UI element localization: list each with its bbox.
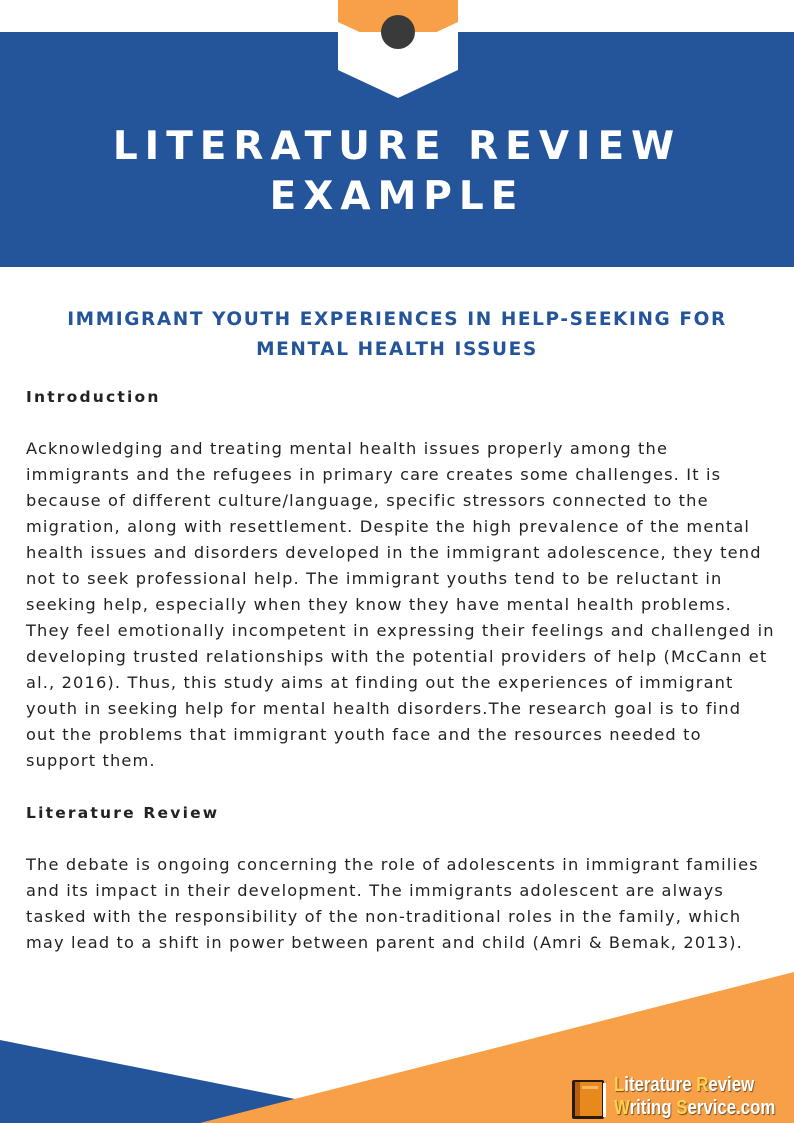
tab-dark-circle — [381, 15, 415, 49]
page-title-line-2: EXAMPLE — [269, 174, 525, 219]
footer-logo — [570, 1073, 792, 1121]
logo-initial-l: L — [614, 1073, 625, 1096]
section-heading-introduction: Introduction — [26, 388, 161, 406]
logo-initial-s: S — [676, 1096, 688, 1119]
logo-word-riting: riting — [629, 1096, 677, 1119]
logo-word-eview: eview — [708, 1073, 755, 1096]
document-subtitle: IMMIGRANT YOUTH EXPERIENCES IN HELP-SEEKING FOR MENTAL HEALTH ISSUES — [67, 309, 727, 360]
page-title-line-1: LITERATURE REVIEW — [112, 124, 682, 169]
book-icon — [570, 1077, 608, 1121]
section-body-literature-review: The debate is ongoing concerning the role of adolescents in immigrant families and its impact in their development. The immigrants adolescent are always tasked with the responsibility of the non-traditional roles in the family, which may lead to a shift in power between parent and child (Amri & Bemak, 2013). — [26, 855, 759, 952]
section-heading-literature-review: Literature Review — [26, 804, 220, 822]
section-body-introduction: Acknowledging and treating mental health issues properly among the immigrants and the refugees in primary care creates some challenges. It is because of different culture/language, specific stressors connected to the migration, along with resettlement. Despite the high prevalence of the mental health issues and disorders developed in the immigrant adolescence, they tend not to seek professional help. The immigrant youths tend to be reluctant in seeking help, especially when they know they have mental health problems. They feel emotionally incompetent in expressing their feelings and challenged in developing trusted relationships with the potential providers of help (McCann et al., 2016). Thus, this study aims at finding out the experiences of immigrant youth in seeking help for mental health disorders.The research goal is to find out the problems that immigrant youth face and the resources needed to support them. — [26, 439, 775, 770]
logo-line-2 — [614, 1096, 775, 1119]
logo-initial-w: W — [614, 1096, 630, 1119]
document-body — [26, 384, 776, 982]
logo-line-1 — [614, 1073, 775, 1096]
logo-word-ervice: ervice.com — [687, 1096, 776, 1119]
chevron-tab-icon — [0, 0, 794, 100]
logo-text — [614, 1073, 775, 1119]
logo-initial-r: R — [696, 1073, 709, 1096]
logo-word-iterature: iterature — [624, 1073, 697, 1096]
page-title — [0, 122, 794, 222]
